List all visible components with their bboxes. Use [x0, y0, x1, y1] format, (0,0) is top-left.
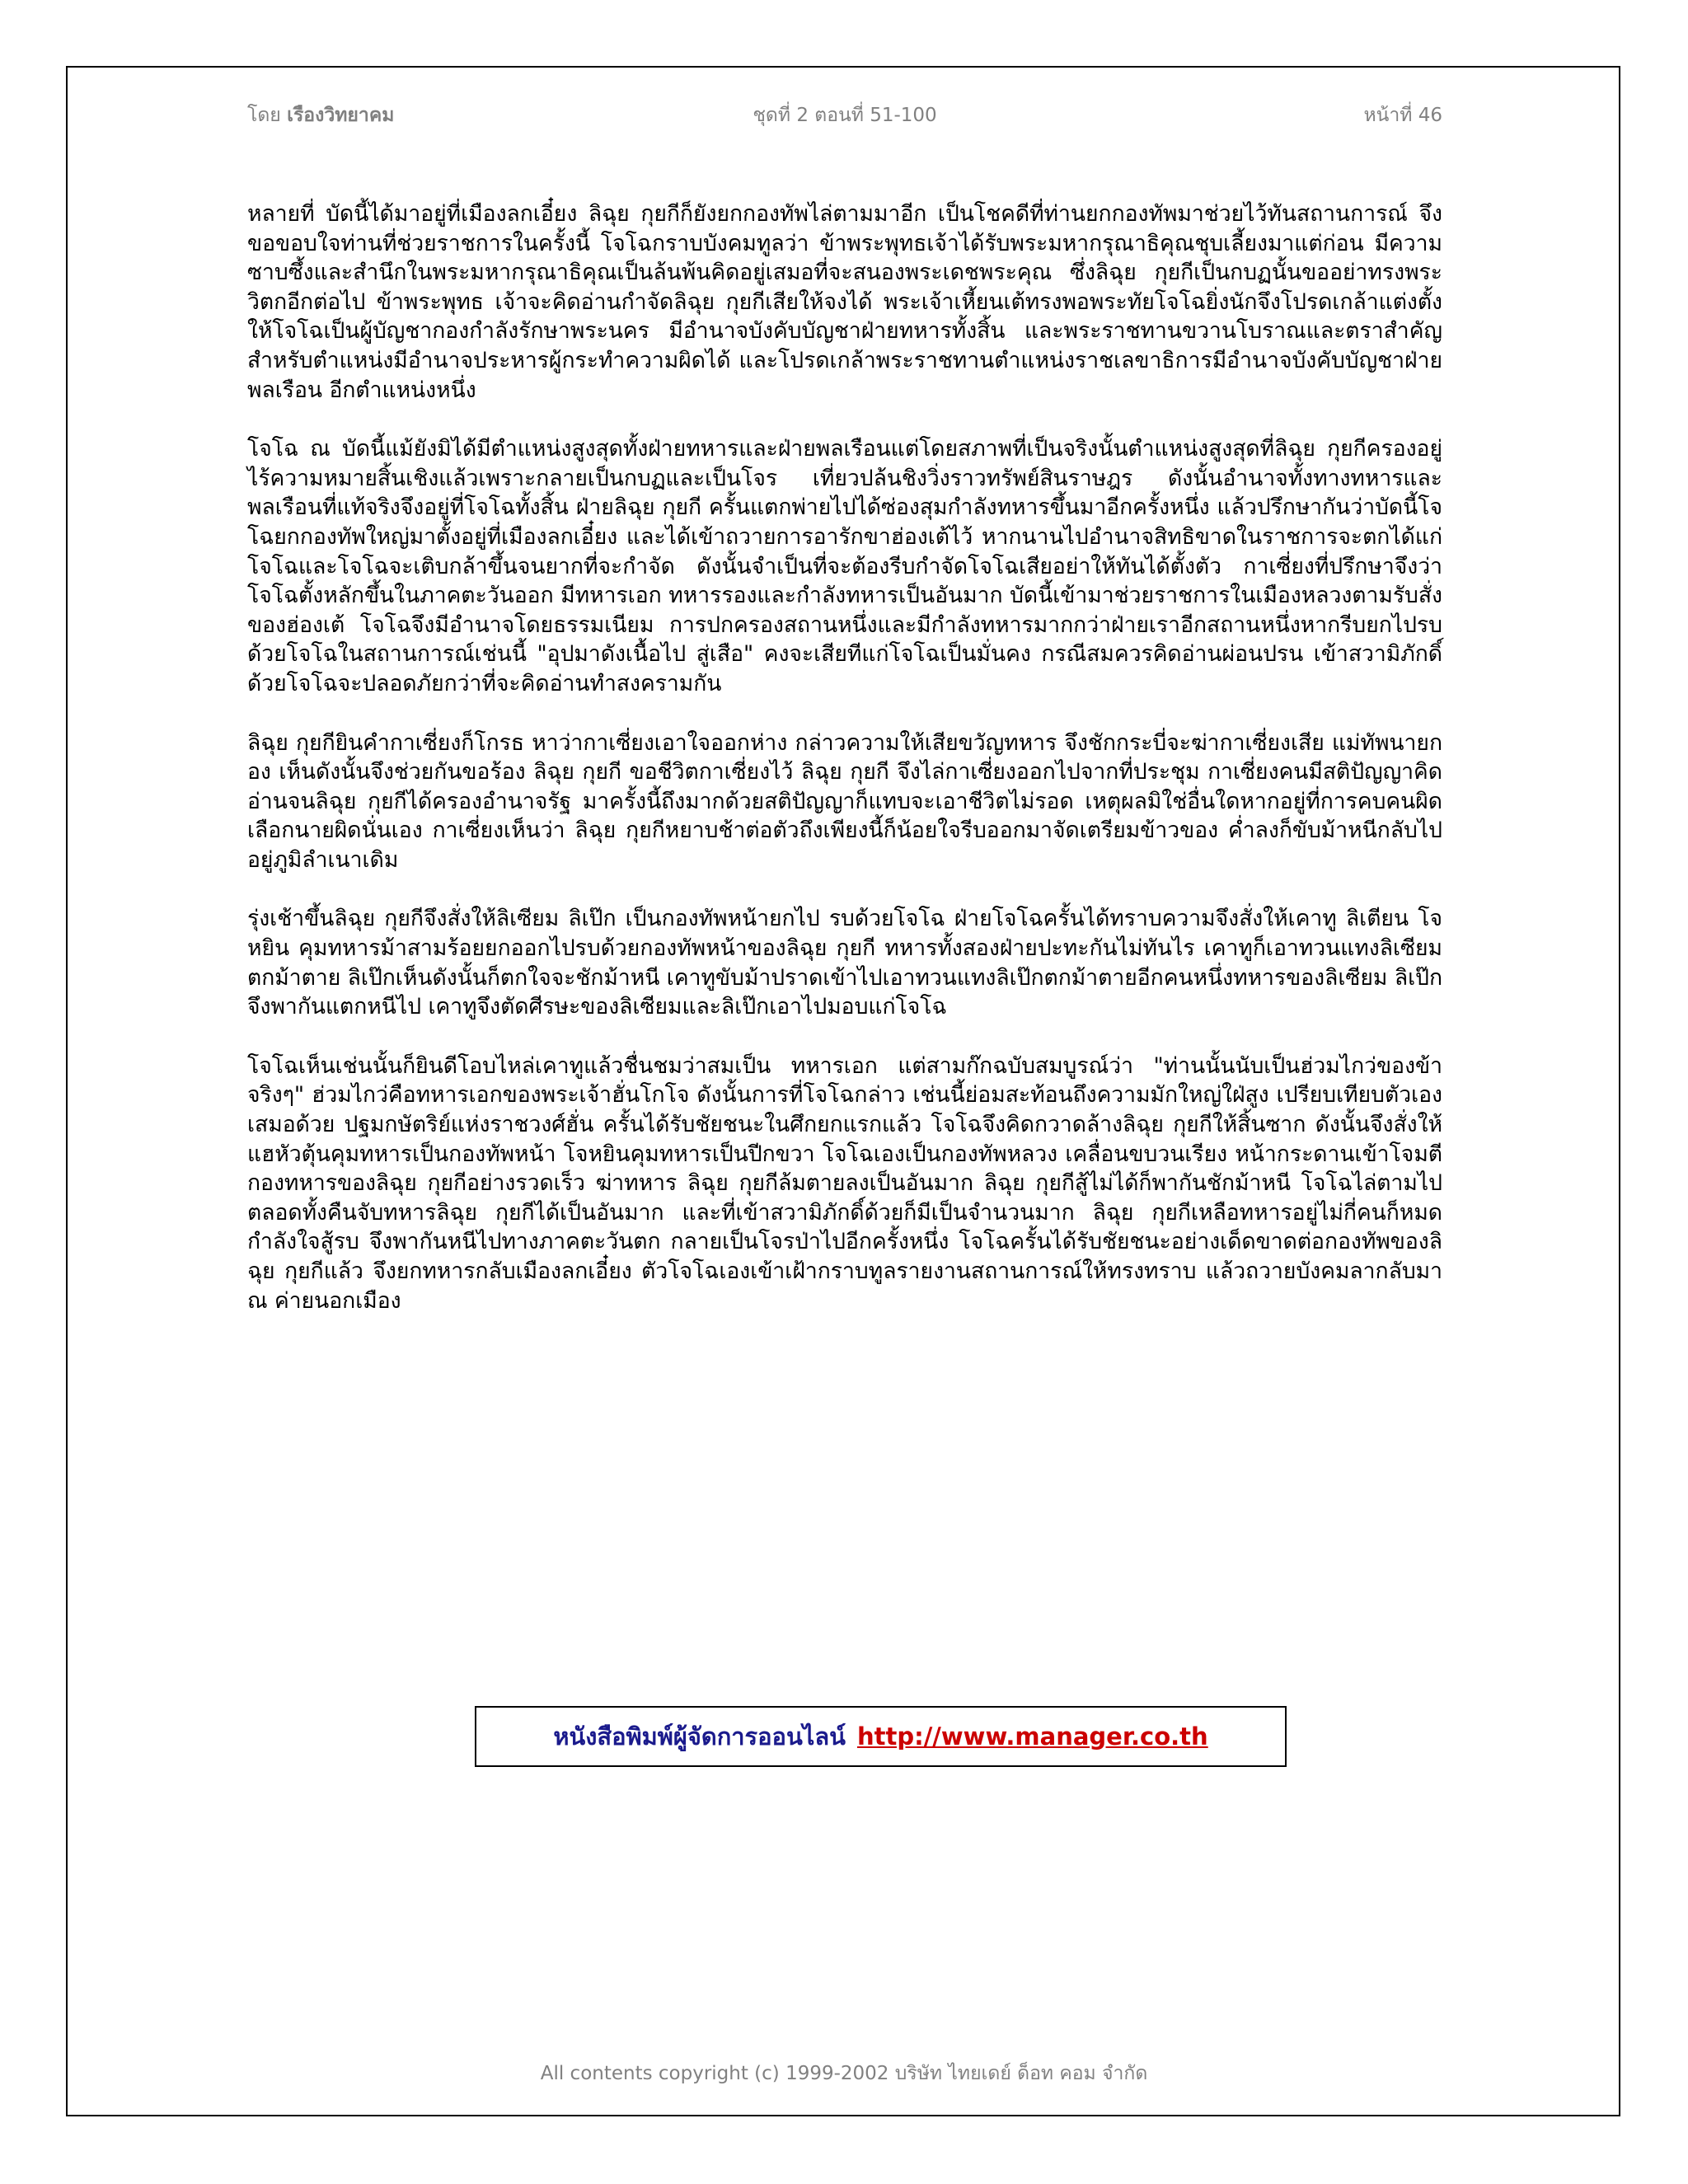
paragraph-2: โจโฉ ณ บัดนี้แม้ยังมิได้มีตำแหน่งสูงสุดทั้งฝ่ายทหารและฝ่ายพลเรือนแต่โดยสภาพที่เป็นจริงนั้นตำแหน่งสูงสุดที่ลิฉุย กุยกีครองอยู่ไร้ความหมายสิ้นเชิงแล้วเพราะกลายเป็นกบฏและเป็นโจร เที่ยวปล้นชิงวิ่งราวทรัพย์สินราษฎร ดังนั้นอำนาจทั้งทางทหารและพลเรือนที่แท้จริงจึงอยู่ที่โจโฉทั้งสิ้น ฝ่ายลิฉุย กุยกี ครั้นแตกพ่ายไปได้ซ่องสุมกำลังทหารขึ้นมาอีกครั้งหนึ่ง แล้วปรึกษากันว่าบัดนี้โจโฉยกกองทัพใหญ่มาตั้งอยู่ที่เมืองลกเอี๋ยง และได้เข้าถวายการอารักขาฮ่องเต้ไว้ หากนานไปอำนาจสิทธิขาดในราชการจะตกได้แก่โจโฉและโจโฉจะเติบกล้าขึ้นจนยากที่จะกำจัด ดังนั้นจำเป็นที่จะต้องรีบกำจัดโจโฉเสียอย่าให้ทันได้ตั้งตัว กาเซี่ยงที่ปรึกษาจึงว่า โจโฉตั้งหลักขึ้นในภาคตะวันออก มีทหารเอก ทหารรองและกำลังทหารเป็นอันมาก บัดนี้เข้ามาช่วยราชการในเมืองหลวงตามรับสั่งของฮ่องเต้ โจโฉจึงมีอำนาจโดยธรรมเนียม การปกครองสถานหนึ่งและมีกำลังทหารมากกว่าฝ่ายเราอีกสถานหนึ่งหากรีบยกไปรบด้วยโจโฉในสถานการณ์เช่นนี้ "อุปมาดังเนื้อไป สู่เสือ" คงจะเสียทีแก่โจโฉเป็นมั่นคง กรณีสมควรคิดอ่านผ่อนปรน เข้าสวามิภักดิ์ด้วยโจโฉจะปลอดภัยกว่าที่จะคิดอ่านทำสงครามกัน [247, 436, 1442, 696]
author-prefix: โดย [247, 105, 281, 126]
publisher-name: หนังสือพิมพ์ผู้จัดการออนไลน์ [553, 1722, 846, 1750]
publisher-banner [475, 1706, 1287, 1767]
paragraph-3: ลิฉุย กุยกียินคำกาเซี่ยงก็โกรธ หาว่ากาเซี่ยงเอาใจออกห่าง กล่าวความให้เสียขวัญทหาร จึงชักกระบี่จะฆ่ากาเซี่ยงเสีย แม่ทัพนายกอง เห็นดังนั้นจึงช่วยกันขอร้อง ลิฉุย กุยกี ขอชีวิตกาเซี่ยงไว้ ลิฉุย กุยกี จึงไล่กาเซี่ยงออกไปจากที่ประชุม กาเซี่ยงคนมีสติปัญญาคิดอ่านจนลิฉุย กุยกีได้ครองอำนาจรัฐ มาครั้งนี้ถึงมากด้วยสติปัญญาก็แทบจะเอาชีวิตไม่รอด เหตุผลมิใช่อื่นใดหากอยู่ที่การคบคนผิด เลือกนายผิดนั่นเอง กาเซี่ยงเห็นว่า ลิฉุย กุยกีหยาบช้าต่อตัวถึงเพียงนี้ก็น้อยใจรีบออกมาจัดเตรียมข้าวของ ค่ำลงก็ขับม้าหนีกลับไปอยู่ภูมิลำเนาเดิม [247, 729, 1442, 873]
article-body [247, 199, 1442, 1345]
copyright-footer: All contents copyright (c) 1999-2002 บริษัท ไทยเดย์ ด็อท คอม จำกัด [540, 2063, 1148, 2084]
header-page-number: หน้าที่ 46 [1363, 105, 1442, 126]
paragraph-1: หลายที่ บัดนี้ได้มาอยู่ที่เมืองลกเอี๋ยง ลิฉุย กุยกีก็ยังยกกองทัพไล่ตามมาอีก เป็นโชคดีที่ท่านยกกองทัพมาช่วยไว้ทันสถานการณ์ จึงขอขอบใจท่านที่ช่วยราชการในครั้งนี้ โจโฉกราบบังคมทูลว่า ข้าพระพุทธเจ้าได้รับพระมหากรุณาธิคุณชุบเลี้ยงมาแต่ก่อน มีความซาบซึ้งและสำนึกในพระมหากรุณาธิคุณเป็นล้นพ้นคิดอยู่เสมอที่จะสนองพระเดชพระคุณ ซึ่งลิฉุย กุยกีเป็นกบฏนั้นขออย่าทรงพระวิตกอีกต่อไป ข้าพระพุทธ เจ้าจะคิดอ่านกำจัดลิฉุย กุยกีเสียให้จงได้ พระเจ้าเหี้ยนเต้ทรงพอพระทัยโจโฉยิ่งนักจึงโปรดเกล้าแต่งตั้งให้โจโฉเป็นผู้บัญชากองกำลังรักษาพระนคร มีอำนาจบังคับบัญชาฝ่ายทหารทั้งสิ้น และพระราชทานขวานโบราณและตราสำคัญสำหรับตำแหน่งมีอำนาจประหารผู้กระทำความผิดได้ และโปรดเกล้าพระราชทานตำแหน่งราชเลขาธิการมีอำนาจบังคับบัญชาฝ่ายพลเรือน อีกตำแหน่งหนึ่ง [247, 201, 1442, 403]
paragraph-5: โจโฉเห็นเช่นนั้นก็ยินดีโอบไหล่เคาทูแล้วชื่นชมว่าสมเป็น ทหารเอก แต่สามก๊กฉบับสมบูรณ์ว่า "ท่านนั้นนับเป็นฮ่วมไกว่ของข้าจริงๆ" ฮ่วมไกว่คือทหารเอกของพระเจ้าฮั่นโกโจ ดังนั้นการที่โจโฉกล่าว เช่นนี้ย่อมสะท้อนถึงความมักใหญ่ใฝ่สูง เปรียบเทียบตัวเองเสมอด้วย ปฐมกษัตริย์แห่งราชวงศ์ฮั่น ครั้นได้รับชัยชนะในศึกยกแรกแล้ว โจโฉจึงคิดกวาดล้างลิฉุย กุยกีให้สิ้นซาก ดังนั้นจึงสั่งให้แฮหัวตุ้นคุมทหารเป็นกองทัพหน้า โจหยินคุมทหารเป็นปีกขวา โจโฉเองเป็นกองทัพหลวง เคลื่อนขบวนเรียง หน้ากระดานเข้าโจมตีกองทหารของลิฉุย กุยกีอย่างรวดเร็ว ฆ่าทหาร ลิฉุย กุยกีล้มตายลงเป็นอันมาก ลิฉุย กุยกีสู้ไม่ได้ก็พากันชักม้าหนี โจโฉไล่ตามไปตลอดทั้งคืนจับทหารลิฉุย กุยกีได้เป็นอันมาก และที่เข้าสวามิภักดิ์ด้วยก็มีเป็นจำนวนมาก ลิฉุย กุยกีเหลือทหารอยู่ไม่กี่คนก็หมดกำลังใจสู้รบ จึงพากันหนีไปทางภาคตะวันตก กลายเป็นโจรป่าไปอีกครั้งหนึ่ง โจโฉครั้นได้รับชัยชนะอย่างเด็ดขาดต่อกองทัพของลิฉุย กุยกีแล้ว จึงยกทหารกลับเมืองลกเอี๋ยง ตัวโจโฉเองเข้าเฝ้ากราบทูลรายงานสถานการณ์ให้ทรงทราบ แล้วถวายบังคมลากลับมา ณ ค่ายนอกเมือง [247, 1052, 1442, 1314]
page-header [247, 101, 1442, 130]
header-series: ชุดที่ 2 ตอนที่ 51-100 [753, 105, 937, 126]
author-name: เรืองวิทยาคม [287, 105, 395, 126]
paragraph-4: รุ่งเช้าขึ้นลิฉุย กุยกีจึงสั่งให้ลิเซียม ลิเป๊ก เป็นกองทัพหน้ายกไป รบด้วยโจโฉ ฝ่ายโจโฉครั้นได้ทราบความจึงสั่งให้เคาทู ลิเตียน โจหยิน คุมทหารม้าสามร้อยยกออกไปรบด้วยกองทัพหน้าของลิฉุย กุยกี ทหารทั้งสองฝ่ายปะทะกันไม่ทันไร เคาทูก็เอาทวนแทงลิเซียมตกม้าตาย ลิเป๊กเห็นดังนั้นก็ตกใจจะชักม้าหนี เคาทูขับม้าปราดเข้าไปเอาทวนแทงลิเป๊กตกม้าตายอีกคนหนึ่งทหารของลิเซียม ลิเป๊ก จึงพากันแตกหนีไป เคาทูจึงตัดศีรษะของลิเซียมและลิเป๊กเอาไปมอบแก่โจโฉ [247, 906, 1442, 1020]
publisher-link[interactable]: http://www.manager.co.th [856, 1722, 1208, 1750]
